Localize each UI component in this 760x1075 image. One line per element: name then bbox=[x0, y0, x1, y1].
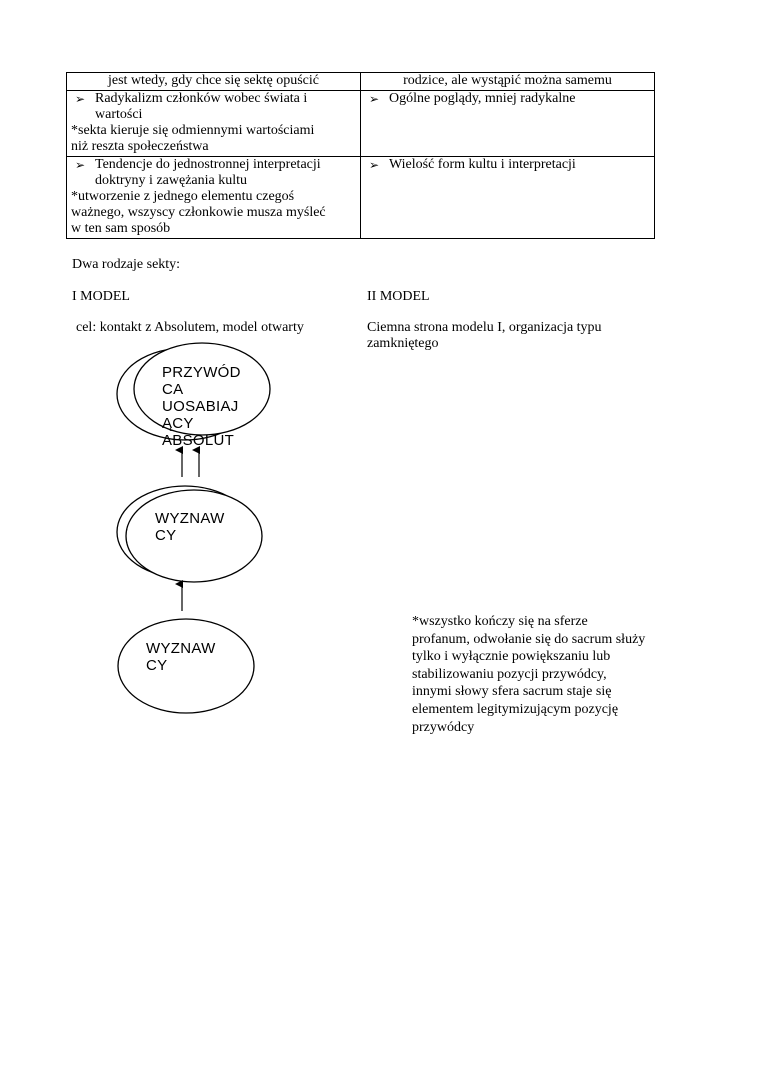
label-line: CY bbox=[155, 527, 177, 544]
model2-heading: II MODEL bbox=[367, 289, 430, 304]
label-line: UOSABIAJ bbox=[162, 398, 239, 415]
cell-text: rodzice, ale wystąpić można samemu bbox=[403, 73, 612, 88]
label-line: CA bbox=[162, 381, 184, 398]
intro-text: Dwa rodzaje sekty: bbox=[72, 257, 181, 272]
bullet-line: Tendencje do jednostronnej interpretacji bbox=[95, 157, 321, 172]
note-line: innymi słowy sfera sacrum staje się bbox=[412, 684, 612, 700]
arrow-bullet-icon: ➢ bbox=[75, 92, 86, 106]
model2-note bbox=[412, 613, 645, 736]
note-line: ważnego, wszyscy członkowie musza myśleć bbox=[71, 205, 326, 220]
arrow-bullet-icon: ➢ bbox=[369, 92, 380, 106]
cell-text: jest wtedy, gdy chce się sektę opuścić bbox=[108, 73, 319, 88]
note-line: stabilizowaniu pozycji przywódcy, bbox=[412, 666, 607, 682]
label-line: ĄCY bbox=[162, 415, 194, 432]
note-line: profanum, odwołanie się do sacrum służy bbox=[412, 631, 646, 647]
note-line: *wszystko kończy się na sferze bbox=[412, 614, 588, 629]
note-line: w ten sam sposób bbox=[71, 221, 171, 236]
bullet-line: wartości bbox=[95, 107, 143, 122]
arrow-bullet-icon: ➢ bbox=[369, 158, 380, 172]
bullet-line: Ogólne poglądy, mniej radykalne bbox=[389, 91, 576, 106]
followers-top-label bbox=[155, 510, 225, 544]
description-line: zamkniętego bbox=[367, 336, 439, 351]
arrow-bullet-icon: ➢ bbox=[75, 158, 86, 172]
note-line: przywódcy bbox=[412, 719, 475, 735]
note-line: *sekta kieruje się odmiennymi wartościami bbox=[71, 123, 315, 138]
note-line: elementem legitymizującym pozycję bbox=[412, 701, 619, 717]
model1-heading: I MODEL bbox=[72, 289, 130, 304]
note-line: tylko i wyłącznie powiększaniu lub bbox=[412, 649, 611, 665]
followers-bottom-label bbox=[146, 640, 216, 674]
label-line: WYZNAW bbox=[146, 640, 216, 657]
label-line: ABSOLUT bbox=[162, 432, 235, 449]
label-line: PRZYWÓD bbox=[162, 364, 241, 381]
description-line: Ciemna strona modelu I, organizacja typu bbox=[367, 320, 602, 335]
label-line: WYZNAW bbox=[155, 510, 225, 527]
bullet-line: Radykalizm członków wobec świata i bbox=[95, 91, 308, 106]
leader-label bbox=[162, 364, 241, 449]
note-line: *utworzenie z jednego elementu czegoś bbox=[71, 189, 295, 204]
model1-description: cel: kontakt z Absolutem, model otwarty bbox=[76, 320, 304, 335]
bullet-line: doktryny i zawężania kultu bbox=[95, 173, 248, 188]
bullet-line: Wielość form kultu i interpretacji bbox=[389, 157, 576, 172]
label-line: CY bbox=[146, 657, 168, 674]
note-line: niż reszta społeczeństwa bbox=[71, 139, 209, 154]
